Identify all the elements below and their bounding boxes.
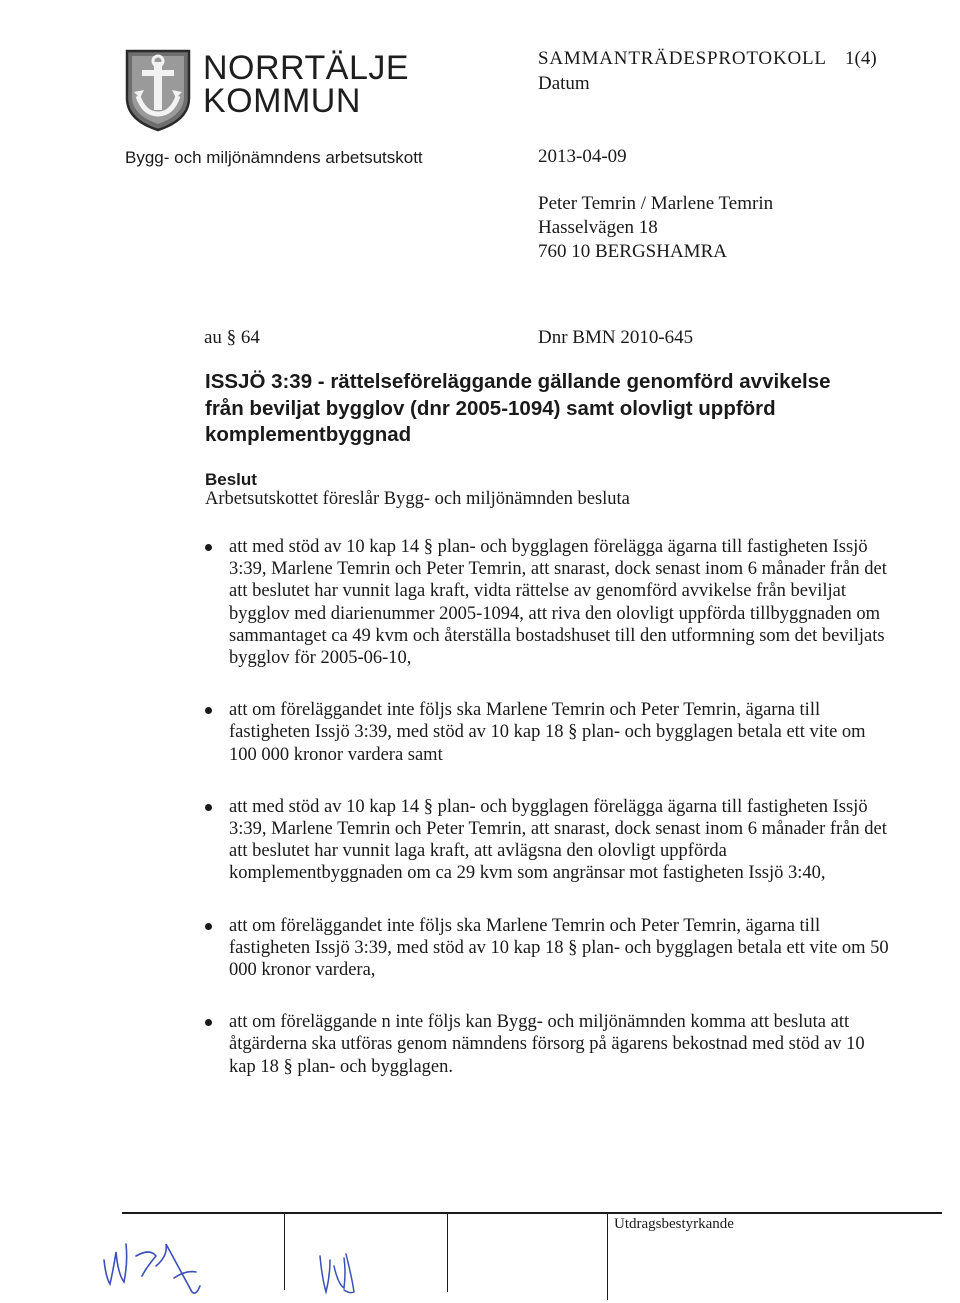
logo-line-1: NORRTÄLJE xyxy=(203,49,410,87)
bullet-dot xyxy=(205,804,212,811)
bullet-line: att beslutet har vunnit laga kraft, vidta rättelse av genomförd avvikelse från beviljat xyxy=(229,581,846,602)
bullet-line: åtgärderna ska utföras genom nämndens försorg på ägarens bekostnad med stöd av 10 xyxy=(229,1034,865,1055)
footer-rule xyxy=(122,1212,942,1214)
signature-box-divider xyxy=(447,1212,448,1292)
recipient-city: 760 10 BERGSHAMRA xyxy=(538,241,727,262)
document-title: SAMMANTRÄDESPROTOKOLL xyxy=(538,48,827,69)
page-indicator: 1(4) xyxy=(845,48,877,69)
bullet-line: fastigheten Issjö 3:39, med stöd av 10 kap 18 § plan- och bygglagen betala ett vite om 50 xyxy=(229,937,889,958)
certification-label: Utdragsbestyrkande xyxy=(614,1216,734,1232)
bullet-dot xyxy=(205,707,212,714)
decision-bullet xyxy=(205,915,925,982)
recipient-name: Peter Temrin / Marlene Temrin xyxy=(538,193,774,214)
bullet-dot xyxy=(205,544,212,551)
decision-bullet xyxy=(205,536,925,669)
bullet-line: kap 18 § plan- och bygglagen. xyxy=(229,1056,453,1077)
recipient-street: Hasselvägen 18 xyxy=(538,217,658,238)
handwritten-initials xyxy=(96,1226,206,1298)
bullet-line: bygglov för 2005-06-10, xyxy=(229,648,412,669)
bullet-dot xyxy=(205,1019,212,1026)
bullet-line: sammantaget ca 49 kvm och återställa bostadshuset till den utformning som det beviljats xyxy=(229,625,885,646)
bullet-line: komplementbyggnaden om ca 29 kvm som angränsar mot fastigheten Issjö 3:40, xyxy=(229,863,826,884)
decision-intro: Arbetsutskottet föreslår Bygg- och miljönämnden besluta xyxy=(205,489,630,509)
decision-bullet xyxy=(205,699,925,766)
signature-box-divider xyxy=(607,1212,608,1300)
bullet-line: 3:39, Marlene Temrin och Peter Temrin, att snarast, dock senast inom 6 månader från det xyxy=(229,819,887,840)
bullet-line: 3:39, Marlene Temrin och Peter Temrin, att snarast, dock senast inom 6 månader från det xyxy=(229,559,887,580)
bullet-line: 000 kronor vardera, xyxy=(229,960,376,981)
bullet-line: 100 000 kronor vardera samt xyxy=(229,744,443,765)
bullet-line: att om föreläggande n inte följs kan Bygg- och miljönämnden komma att besluta att xyxy=(229,1012,850,1033)
heading-line: ISSJÖ 3:39 - rättelseföreläggande gällande genomförd avvikelse xyxy=(205,370,831,393)
recipient-address xyxy=(538,192,773,264)
decision-bullet xyxy=(205,796,925,885)
case-number: Dnr BMN 2010-645 xyxy=(538,327,694,348)
case-heading xyxy=(205,369,905,449)
decision-bullet-list xyxy=(205,536,925,1078)
signature-box-divider xyxy=(284,1212,285,1290)
heading-line: från beviljat bygglov (dnr 2005-1094) samt olovligt uppförd xyxy=(205,396,776,420)
bullet-line: att om föreläggandet inte följs ska Marlene Temrin och Peter Temrin, ägarna till xyxy=(229,915,821,936)
section-number: au § 64 xyxy=(204,327,260,348)
committee-name: Bygg- och miljönämndens arbetsutskott xyxy=(125,148,423,167)
decision-label: Beslut xyxy=(205,470,257,489)
meeting-date: 2013-04-09 xyxy=(538,146,627,167)
bullet-line: bygglov med diarienummer 2005-1094, att riva den olovligt uppförda tillbyggnaden om xyxy=(229,603,880,624)
bullet-dot xyxy=(205,923,212,930)
heading-line: komplementbyggnad xyxy=(205,423,412,446)
bullet-line: att med stöd av 10 kap 14 § plan- och bygglagen förelägga ägarna till fastigheten Issjö xyxy=(229,796,868,817)
handwritten-initials xyxy=(314,1248,360,1298)
bullet-line: fastigheten Issjö 3:39, med stöd av 10 kap 18 § plan- och bygglagen betala ett vite om xyxy=(229,722,866,743)
bullet-line: att om föreläggandet inte följs ska Marlene Temrin och Peter Temrin, ägarna till xyxy=(229,700,821,721)
logo-line-2: KOMMUN xyxy=(203,82,361,120)
municipality-logo-text xyxy=(203,49,410,120)
datum-label: Datum xyxy=(538,73,590,94)
decision-bullet xyxy=(205,1011,925,1078)
bullet-line: att med stöd av 10 kap 14 § plan- och bygglagen förelägga ägarna till fastigheten Issjö xyxy=(229,537,868,557)
municipality-crest xyxy=(124,48,192,132)
bullet-line: att beslutet har vunnit laga kraft, att avlägsna den olovligt uppförda xyxy=(229,841,727,862)
